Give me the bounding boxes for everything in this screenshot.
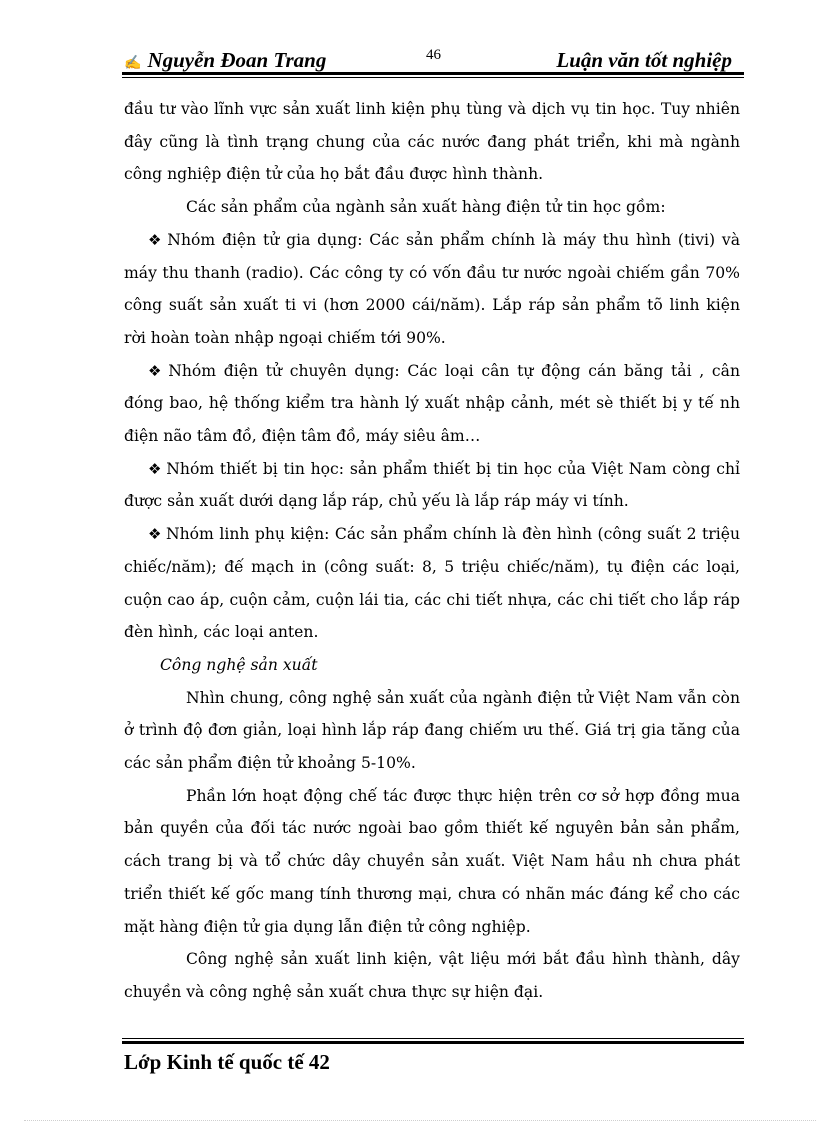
paragraph-2: Các sản phẩm của ngành sản xuất hàng điện tử tin học gồm:	[186, 198, 666, 217]
header-doc-type: Luận văn tốt nghiệp	[556, 48, 732, 72]
page-number: 46	[426, 47, 441, 63]
diamond-bullet-icon: ❖	[148, 525, 162, 544]
page-bottom-divider	[24, 1120, 816, 1121]
paragraph-1: đầu tư vào lĩnh vực sản xuất linh kiện phụ tùng và dịch vụ tin học. Tuy nhiên đây cũng là tình trạng chung của các nước đang phát triển, khi mà ngành công nghiệp điện tử của họ bắt đầu được hình thành.	[124, 100, 740, 184]
paragraph-4: Phần lớn hoạt động chế tác được thực hiện trên cơ sở hợp đồng mua bản quyền của đối tác nước ngoài bao gồm thiết kế nguyên bản sản phẩm, cách trang bị và tổ chức dây chuyền sản xuất. Việt Nam hầu nh chưa phát triển thiết kế gốc mang tính thương mại, chưa có nhãn mác đáng kể cho các mặt hàng điện tử gia dụng lẫn điện tử công nghiệp.	[124, 786, 740, 936]
section-subheading: Công nghệ sản xuất	[160, 655, 318, 674]
header-author-text: Nguyễn Đoan Trang	[147, 48, 327, 72]
paragraph-5: Công nghệ sản xuất linh kiện, vật liệu mới bắt đầu hình thành, dây chuyền và công nghệ sản xuất chưa thực sự hiện đại.	[124, 950, 740, 1001]
body-text	[124, 93, 740, 1009]
diamond-bullet-icon: ❖	[148, 459, 163, 478]
bullet-item	[124, 518, 740, 649]
header-rule	[122, 72, 744, 78]
bullet-text: Nhóm điện tử gia dụng: Các sản phẩm chính là máy thu hình (tivi) và máy thu thanh (radio). Các công ty có vốn đầu tư nước ngoài chiếm gần 70% công suất sản xuất ti vi (hơn 2000 cái/năm). Lắp ráp sản phẩm tõ linh kiện rời hoàn toàn nhập ngoại chiếm tới 90%.	[124, 230, 740, 347]
bullet-item	[124, 355, 740, 453]
quill-icon: ✍	[124, 56, 142, 71]
paragraph-3: Nhìn chung, công nghệ sản xuất của ngành điện tử Việt Nam vẫn còn ở trình độ đơn giản, loại hình lắp ráp đang chiếm ưu thế. Giá trị gia tăng của các sản phẩm điện tử khoảng 5-10%.	[124, 688, 740, 773]
footer-rule	[122, 1038, 744, 1044]
bullet-text: Nhóm linh phụ kiện: Các sản phẩm chính là đèn hình (công suất 2 triệu chiếc/năm); đế mạch in (công suất: 8, 5 triệu chiếc/năm), tụ điện các loại, cuộn cao áp, cuộn cảm, cuộn lái tia, các chi tiết nhựa, các chi tiết cho lắp ráp đèn hình, các loại anten.	[124, 525, 740, 642]
bullet-text: Nhóm thiết bị tin học: sản phẩm thiết bị tin học của Việt Nam còng chỉ được sản xuất dưới dạng lắp ráp, chủ yếu là lắp ráp máy vi tính.	[124, 459, 740, 511]
header-author	[124, 48, 326, 73]
bullet-item	[124, 224, 740, 355]
diamond-bullet-icon: ❖	[148, 230, 164, 249]
bullet-item	[124, 453, 740, 518]
bullet-text: Nhóm điện tử chuyên dụng: Các loại cân tự động cán băng tải , cân đóng bao, hệ thống kiểm tra hành lý xuất nhập cảnh, mét sè thiết bị y tế nh điện não tâm đồ, điện tâm đồ, máy siêu âm…	[124, 361, 741, 446]
footer-class-label: Lớp Kinh tế quốc tế 42	[124, 1050, 330, 1074]
diamond-bullet-icon: ❖	[148, 361, 165, 380]
